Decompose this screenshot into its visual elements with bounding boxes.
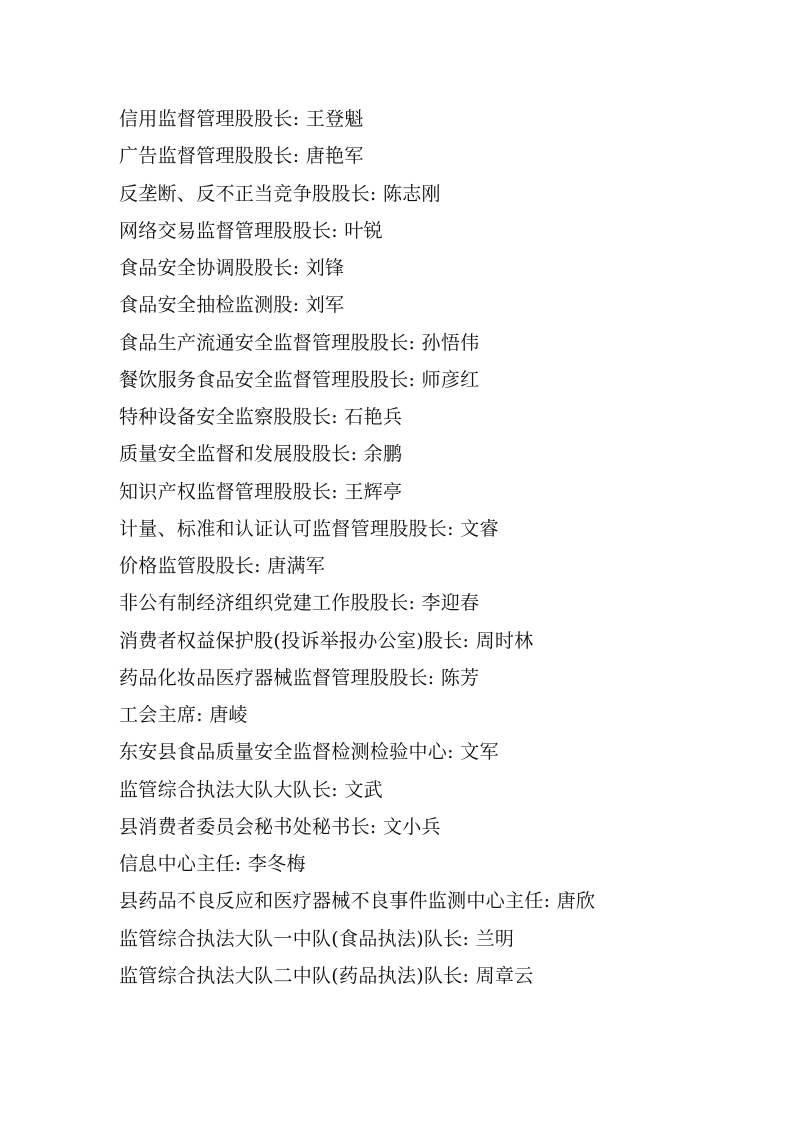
list-item: 监管综合执法大队二中队(药品执法)队长: 周章云	[119, 964, 534, 987]
list-item: 价格监管股股长: 唐满军	[119, 555, 326, 577]
personnel-list	[119, 101, 759, 995]
list-item: 知识产权监督管理股股长: 王辉亭	[119, 480, 403, 503]
list-item: 食品生产流通安全监督管理股股长: 孙悟伟	[119, 331, 480, 354]
list-item: 信息中心主任: 李冬梅	[119, 853, 306, 875]
list-item: 县消费者委员会秘书处秘书长: 文小兵	[119, 815, 441, 838]
list-item: 监管综合执法大队一中队(食品执法)队长: 兰明	[119, 927, 515, 950]
list-item: 消费者权益保护股(投诉举报办公室)股长: 周时林	[119, 629, 534, 652]
list-item: 质量安全监督和发展股股长: 余鹏	[119, 443, 403, 466]
list-item: 食品安全抽检监测股: 刘军	[119, 294, 345, 317]
list-item: 食品安全协调股股长: 刘锋	[119, 257, 345, 279]
list-item: 信用监督管理股股长: 王登魁	[119, 108, 364, 130]
list-item: 药品化妆品医疗器械监督管理股股长: 陈芳	[119, 666, 480, 689]
list-item: 特种设备安全监察股股长: 石艳兵	[119, 406, 403, 428]
list-item: 县药品不良反应和医疗器械不良事件监测中心主任: 唐欣	[119, 890, 596, 913]
list-item: 餐饮服务食品安全监督管理股股长: 师彦红	[119, 368, 480, 391]
list-item: 网络交易监督管理股股长: 叶锐	[119, 219, 383, 242]
list-item: 计量、标准和认证认可监督管理股股长: 文睿	[119, 517, 499, 540]
list-item: 工会主席: 唐崚	[119, 704, 248, 726]
list-item: 反垄断、反不正当竞争股股长: 陈志刚	[119, 182, 441, 205]
list-item: 广告监督管理股股长: 唐艳军	[119, 145, 364, 168]
list-item: 东安县食品质量安全监督检测检验中心: 文军	[119, 741, 499, 764]
list-item: 监管综合执法大队大队长: 文武	[119, 778, 383, 801]
list-item: 非公有制经济组织党建工作股股长: 李迎春	[119, 592, 480, 615]
